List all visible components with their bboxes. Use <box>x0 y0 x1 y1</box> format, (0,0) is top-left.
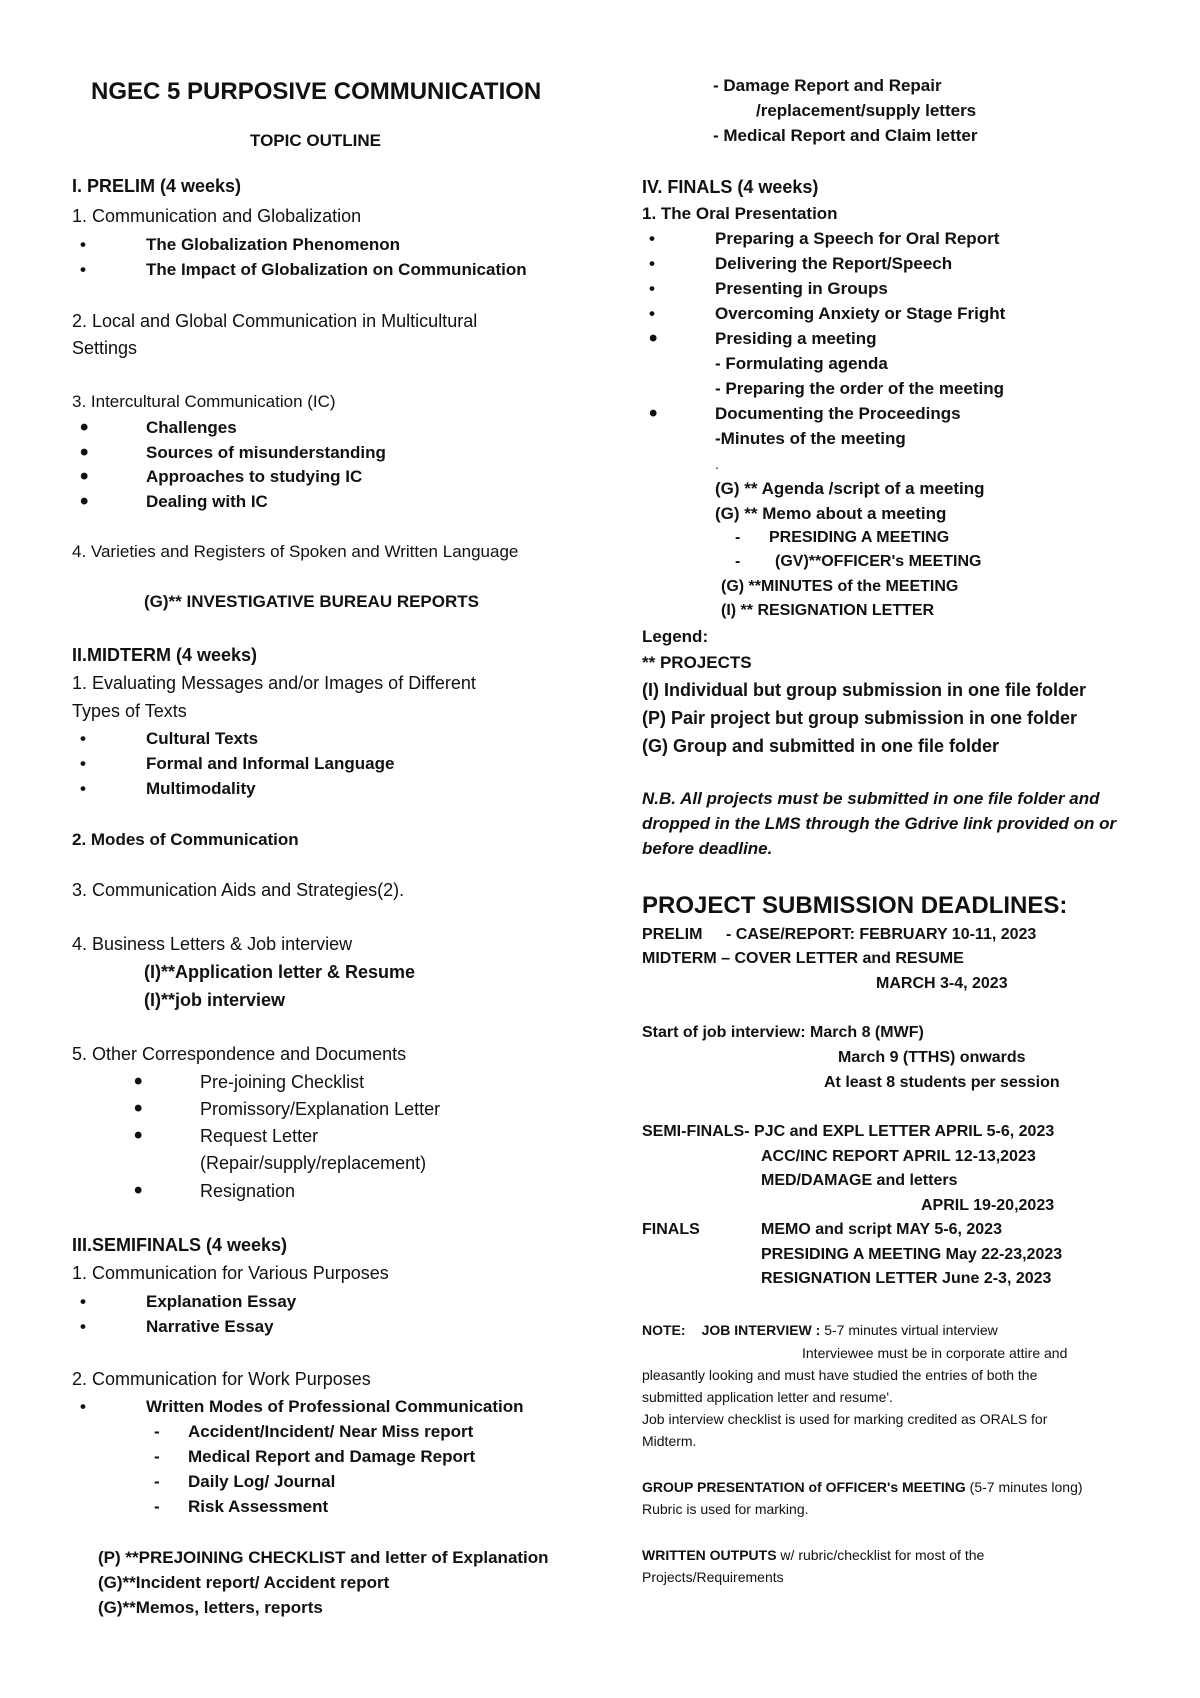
prelim-topic-3-item: • Dealing with IC <box>146 492 268 512</box>
note-job-interview-text: 5-7 minutes virtual interview <box>820 1322 998 1338</box>
semifinals-topic-2-item: • Written Modes of Professional Communication <box>146 1397 524 1417</box>
semifinals-project: (G)**Incident report/ Accident report <box>98 1573 390 1592</box>
deadline-midterm-date: MARCH 3-4, 2023 <box>876 975 1008 992</box>
midterm-topic-5-item-cont: (Repair/supply/replacement) <box>200 1153 427 1173</box>
deadlines-heading: PROJECT SUBMISSION DEADLINES: <box>642 892 1068 919</box>
note-line: Midterm. <box>642 1433 697 1449</box>
prelim-topic-2: 2. Local and Global Communication in Multicultural <box>72 311 478 331</box>
midterm-topic-1: 1. Evaluating Messages and/or Images of Different <box>72 673 476 693</box>
midterm-topic-5-item: • Pre-joining Checklist <box>200 1072 364 1093</box>
note-line <box>642 1322 998 1338</box>
midterm-topic-5-item: • Resignation <box>200 1181 295 1202</box>
midterm-topic-1-item: • Multimodality <box>146 779 256 799</box>
job-interview-start-cont: March 9 (TTHS) onwards <box>838 1049 1026 1066</box>
prelim-topic-4: 4. Varieties and Registers of Spoken and Written Language <box>72 542 519 561</box>
deadline-semifinals: SEMI-FINALS- PJC and EXPL LETTER APRIL 5-6, 2023 <box>642 1123 1055 1140</box>
note-line: submitted application letter and resume'. <box>642 1389 893 1405</box>
deadline-semifinals: APRIL 19-20,2023 <box>921 1197 1055 1214</box>
midterm-topic-4: 4. Business Letters & Job interview <box>72 934 353 954</box>
written-outputs-text: w/ rubric/checklist for most of the <box>776 1547 985 1563</box>
semifinals-project: (P) **PREJOINING CHECKLIST and letter of Explanation <box>98 1548 549 1567</box>
finals-item: • Delivering the Report/Speech <box>715 254 952 274</box>
finals-subitem: - Formulating agenda <box>715 354 888 373</box>
note-line: Job interview checklist is used for marking credited as ORALS for <box>642 1411 1048 1427</box>
deadline-semifinals: MED/DAMAGE and letters <box>761 1172 958 1189</box>
semifinals-subitem: - Daily Log/ Journal <box>188 1472 335 1492</box>
finals-item: • Overcoming Anxiety or Stage Fright <box>715 304 1005 324</box>
prelim-topic-3-item: • Sources of misunderstanding <box>146 443 386 463</box>
group-presentation-text: (5-7 minutes long) <box>965 1479 1083 1495</box>
semifinals-subitem: - Risk Assessment <box>188 1497 328 1517</box>
midterm-heading: II.MIDTERM (4 weeks) <box>72 645 258 665</box>
finals-heading: IV. FINALS (4 weeks) <box>642 177 819 197</box>
deadline-prelim-label: PRELIM <box>642 926 703 943</box>
finals-subitem: -Minutes of the meeting <box>715 429 906 448</box>
semifinals-subitem: - Accident/Incident/ Near Miss report <box>188 1422 473 1442</box>
group-presentation-line: Rubric is used for marking. <box>642 1501 809 1517</box>
prelim-topic-3-item: • Approaches to studying IC <box>146 467 362 487</box>
semifinals-cont-item: /replacement/supply letters <box>756 101 977 120</box>
prelim-topic-1: 1. Communication and Globalization <box>72 206 362 226</box>
prelim-topic-1-item: • The Impact of Globalization on Communication <box>146 260 527 280</box>
finals-topic-1: 1. The Oral Presentation <box>642 204 838 223</box>
nb-line: N.B. All projects must be submitted in one file folder and <box>642 789 1100 808</box>
nb-line: dropped in the LMS through the Gdrive link provided on or <box>642 814 1117 833</box>
midterm-topic-5-item: • Request Letter <box>200 1126 318 1147</box>
written-outputs-line <box>642 1547 984 1563</box>
right-column: - Damage Report and Repair /replacement/supply letters - Medical Report and Claim letter IV. FINALS (4 weeks) 1. The Oral Presentation • Preparing a Speech for Oral Report • Delivering the Report/Speech • Presenting in Groups • Overcoming Anxiety or Stage Fright • Presiding a meeting - Formulating agenda - Preparing the order of the meeting • Documenting the Proceedings -Minutes of the meeting . (G) ** Agenda /script of a meeting (G) ** Memo about a meeting - PRESIDING A MEETING - (GV)**OFFICER's MEETING (G) **MINUTES of the MEETING (I) ** RESIGNATION LETTER Legend: ** PROJECTS (I) Individual but group submission in one file folder (P) Pair project but group submission in one folder (G) Group and submitted in one file folder N.B. All projects must be submitted in one file folder and dropped in the LMS through the Gdrive link provided on or before deadline. PROJECT SUBMISSION DEADLINES: PRELIM - CASE/REPORT: FEBRUARY 10-11, 2023 MIDTERM – COVER LETTER and RESUME MARCH 3-4, 2023 Start of job interview: March 8 (MWF) March 9 (TTHS) onwards At least 8 students per session SEMI-FINALS- PJC and EXPL LETTER APRIL 5-6, 2023 ACC/INC REPORT APRIL 12-13,2023 MED/DAMAGE and letters APRIL 19-20,2023 FINALS MEMO and script MAY 5-6, 2023 PRESIDING A MEETING May 22-23,2023 RESIGNATION LETTER June 2-3, 2023 NOTE: JOB INTERVIEW : 5-7 minutes virtual interview Interviewee must be in corporate attire and pleasantly looking and must have studied the entries of both the submitted application letter and resume'. Job interview checklist is used for marking credited as ORALS for Midterm. GROUP PRESENTATION of OFFICER's MEETING (5-7 minutes long) Rubric is used for marking. WRITTEN OUTPUTS w/ rubric/checklist for most of the Projects/Requirements <box>640 0 1200 1698</box>
finals-project: (G) ** Memo about a meeting <box>715 504 947 523</box>
finals-item: • Documenting the Proceedings <box>715 404 961 424</box>
semifinals-project: (G)**Memos, letters, reports <box>98 1598 323 1617</box>
written-outputs-line: Projects/Requirements <box>642 1569 784 1585</box>
legend-item: ** PROJECTS <box>642 653 752 672</box>
finals-item: • Presenting in Groups <box>715 279 888 299</box>
prelim-topic-2-cont: Settings <box>72 338 138 358</box>
note-label: NOTE: <box>642 1322 686 1338</box>
finals-project: (G) **MINUTES of the MEETING <box>721 578 959 595</box>
nb-line: before deadline. <box>642 839 773 858</box>
finals-item: • Presiding a meeting <box>715 329 877 349</box>
legend-label: Legend: <box>642 627 709 646</box>
legend-item: (P) Pair project but group submission in one folder <box>642 708 1078 728</box>
prelim-topic-3: 3. Intercultural Communication (IC) <box>72 392 336 411</box>
midterm-project: (I)**job interview <box>144 990 286 1010</box>
semifinals-topic-1: 1. Communication for Various Purposes <box>72 1263 389 1283</box>
written-outputs-label: WRITTEN OUTPUTS <box>642 1547 777 1563</box>
finals-project: (G) ** Agenda /script of a meeting <box>715 479 985 498</box>
legend-item: (G) Group and submitted in one file folder <box>642 736 999 756</box>
finals-dash-item-text: PRESIDING A MEETING <box>769 529 950 546</box>
midterm-topic-1-cont: Types of Texts <box>72 701 187 721</box>
prelim-project: (G)** INVESTIGATIVE BUREAU REPORTS <box>144 592 479 611</box>
legend-item: (I) Individual but group submission in one file folder <box>642 680 1086 700</box>
deadline-midterm: MIDTERM – COVER LETTER and RESUME <box>642 950 964 967</box>
deadline-finals: MEMO and script MAY 5-6, 2023 <box>761 1221 1002 1238</box>
midterm-topic-1-item: • Cultural Texts <box>146 729 258 749</box>
finals-project: (I) ** RESIGNATION LETTER <box>721 602 935 619</box>
finals-dot: . <box>715 456 719 472</box>
note-job-interview-label: JOB INTERVIEW : <box>701 1322 821 1338</box>
job-interview-session: At least 8 students per session <box>824 1074 1060 1091</box>
job-interview-start: Start of job interview: March 8 (MWF) <box>642 1024 924 1041</box>
semifinals-topic-2: 2. Communication for Work Purposes <box>72 1369 371 1389</box>
note-line: Interviewee must be in corporate attire and <box>802 1345 1068 1361</box>
semifinals-cont-item: - Medical Report and Claim letter <box>713 126 978 145</box>
semifinals-topic-1-item: • Explanation Essay <box>146 1292 296 1312</box>
document-subtitle: TOPIC OUTLINE <box>250 131 381 150</box>
prelim-topic-1-item: • The Globalization Phenomenon <box>146 235 400 255</box>
semifinals-heading: III.SEMIFINALS (4 weeks) <box>72 1235 288 1255</box>
semifinals-subitem: - Medical Report and Damage Report <box>188 1447 475 1467</box>
finals-subitem: - Preparing the order of the meeting <box>715 379 1005 398</box>
midterm-topic-5: 5. Other Correspondence and Documents <box>72 1044 407 1064</box>
group-presentation-line <box>642 1479 1083 1495</box>
deadline-finals: RESIGNATION LETTER June 2-3, 2023 <box>761 1270 1052 1287</box>
finals-item: • Preparing a Speech for Oral Report <box>715 229 999 249</box>
prelim-heading: I. PRELIM (4 weeks) <box>72 176 242 196</box>
midterm-topic-5-item: • Promissory/Explanation Letter <box>200 1099 440 1120</box>
document-title: NGEC 5 PURPOSIVE COMMUNICATION <box>91 78 542 105</box>
deadline-semifinals: ACC/INC REPORT APRIL 12-13,2023 <box>761 1148 1036 1165</box>
midterm-topic-3: 3. Communication Aids and Strategies(2). <box>72 880 405 900</box>
deadline-prelim: - CASE/REPORT: FEBRUARY 10-11, 2023 <box>726 926 1037 943</box>
group-presentation-label: GROUP PRESENTATION of OFFICER's MEETING <box>642 1479 966 1495</box>
semifinals-topic-1-item: • Narrative Essay <box>146 1317 274 1337</box>
midterm-topic-2: 2. Modes of Communication <box>72 830 299 849</box>
note-line: pleasantly looking and must have studied the entries of both the <box>642 1367 1038 1383</box>
deadline-finals-label: FINALS <box>642 1221 700 1238</box>
semifinals-cont-item: - Damage Report and Repair <box>713 76 942 95</box>
deadline-finals: PRESIDING A MEETING May 22-23,2023 <box>761 1246 1063 1263</box>
midterm-topic-1-item: • Formal and Informal Language <box>146 754 394 774</box>
midterm-project: (I)**Application letter & Resume <box>144 962 416 982</box>
finals-dash-item-text: (GV)**OFFICER's MEETING <box>775 553 982 570</box>
prelim-topic-3-item: • Challenges <box>146 418 237 438</box>
